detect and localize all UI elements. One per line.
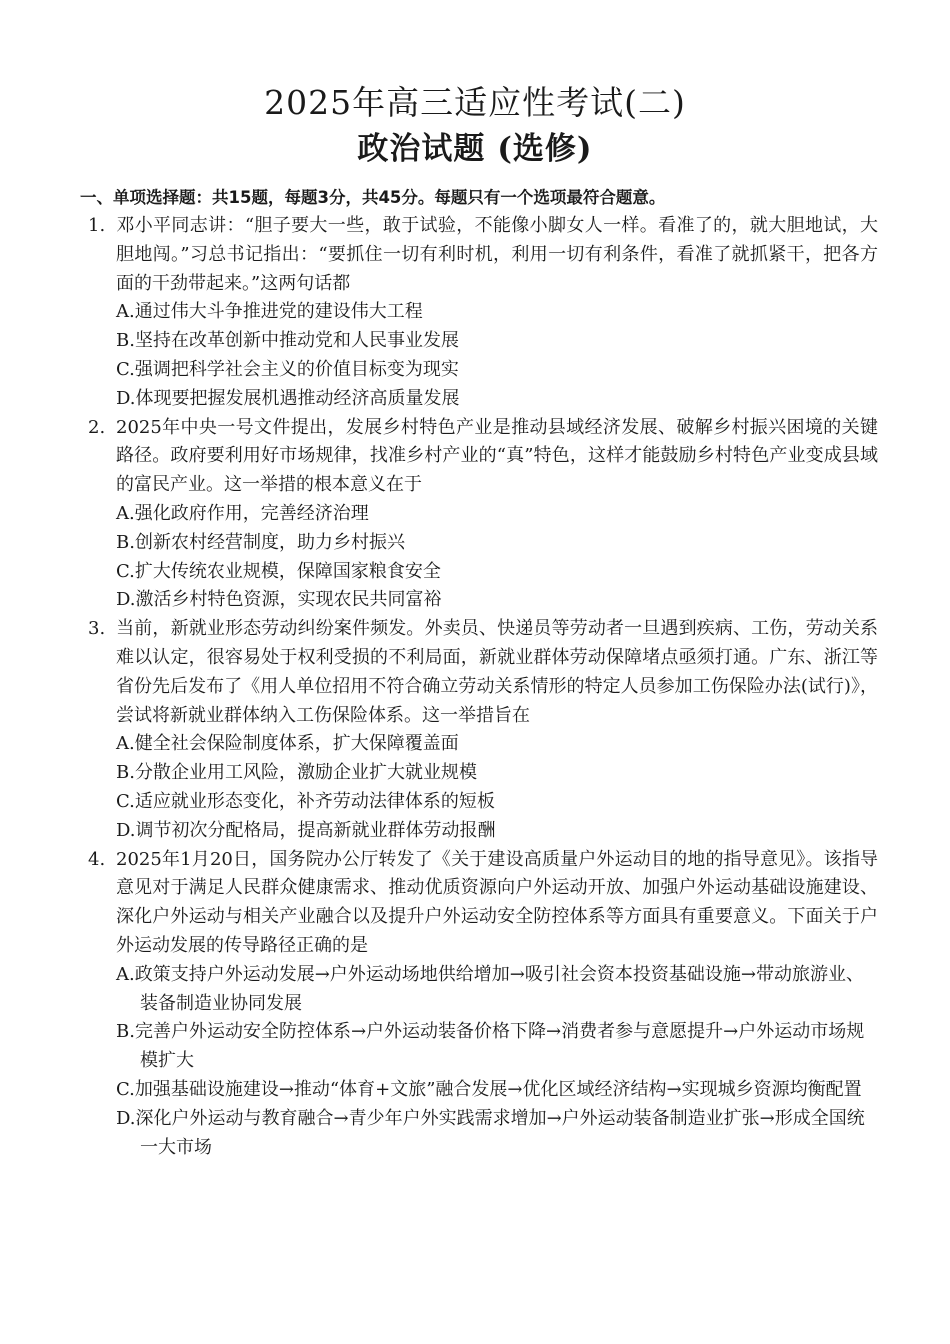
question-text: 当前，新就业形态劳动纠纷案件频发。外卖员、快递员等劳动者一旦遇到疾病、工伤，劳动关系难以认定，很容易处于权利受损的不利局面，新就业群体劳动保障堵点亟须打通。广东、浙江等省份先后发布了《用人单位招用不符合确立劳动关系情形的特定人员参加工伤保险办法(试行)》，尝试将新就业群体纳入工伤保险体系。这一举措旨在	[116, 618, 878, 726]
option-d: D.深化户外运动与教育融合→青少年户外实践需求增加→户外运动装备制造业扩张→形成全国统一大市场	[116, 1107, 865, 1158]
option-a: A.政策支持户外运动发展→户外运动场地供给增加→吸引社会资本投资基础设施→带动旅游业、装备制造业协同发展	[116, 963, 864, 1014]
option-c: C.适应就业形态变化，补齐劳动法律体系的短板	[116, 790, 495, 812]
option-b: B.分散企业用工风险，激励企业扩大就业规模	[116, 762, 477, 784]
question-stem	[78, 615, 878, 730]
question-3	[78, 615, 878, 845]
question-2	[78, 414, 878, 616]
option-d: D.体现要把握发展机遇推动经济高质量发展	[116, 387, 460, 409]
option-b: B.坚持在改革创新中推动党和人民事业发展	[116, 330, 459, 352]
question-text: 2025年1月20日，国务院办公厅转发了《关于建设高质量户外运动目的地的指导意见》。该指导意见对于满足人民群众健康需求、推动优质资源向户外运动开放、加强户外运动基础设施建设、深化户外运动与相关产业融合以及提升户外运动安全防控体系等方面具有重要意义。下面关于户外运动发展的传导路径正确的是	[116, 848, 878, 956]
option-d: D.调节初次分配格局，提高新就业群体劳动报酬	[116, 819, 496, 841]
option-b: B.完善户外运动安全防控体系→户外运动装备价格下降→消费者参与意愿提升→户外运动市场规模扩大	[116, 1021, 865, 1072]
option-c: C.强调把科学社会主义的价值目标变为现实	[116, 358, 459, 380]
question-list	[78, 212, 878, 1162]
option-d: D.激活乡村特色资源，实现农民共同富裕	[116, 589, 442, 611]
question-4	[78, 846, 878, 1163]
question-stem	[78, 212, 878, 298]
exam-subtitle: 政治试题 (选修)	[357, 131, 593, 167]
question-stem	[78, 414, 878, 500]
option-a: A.强化政府作用，完善经济治理	[116, 502, 369, 524]
option-c: C.加强基础设施建设→推动“体育+文旅”融合发展→优化区域经济结构→实现城乡资源均衡配置	[116, 1078, 862, 1100]
question-text: 邓小平同志讲：“胆子要大一些，敢于试验，不能像小脚女人一样。看准了的，就大胆地试，大胆地闯。”习总书记指出：“要抓住一切有利时机，利用一切有利条件，看准了就抓紧干，把各方面的干劲带起来。”这两句话都	[116, 215, 878, 294]
option-b: B.创新农村经营制度，助力乡村振兴	[116, 531, 405, 553]
option-a: A.通过伟大斗争推进党的建设伟大工程	[116, 301, 423, 323]
question-text: 2025年中央一号文件提出，发展乡村特色产业是推动县域经济发展、破解乡村振兴困境的关键路径。政府要利用好市场规律，找准乡村产业的“真”特色，这样才能鼓励乡村特色产业变成县域的富民产业。这一举措的根本意义在于	[116, 416, 878, 496]
question-1	[78, 212, 878, 414]
exam-title: 2025年高三适应性考试(二)	[264, 83, 686, 122]
option-a: A.健全社会保险制度体系，扩大保障覆盖面	[116, 733, 459, 755]
question-number: 4.	[88, 848, 106, 870]
option-c: C.扩大传统农业规模，保障国家粮食安全	[116, 560, 441, 582]
section-heading: 一、单项选择题：共15题，每题3分，共45分。每题只有一个选项最符合题意。	[80, 188, 666, 207]
question-number: 1.	[88, 215, 106, 236]
question-number: 3.	[88, 618, 106, 640]
question-stem	[78, 846, 878, 961]
question-number: 2.	[88, 416, 106, 438]
